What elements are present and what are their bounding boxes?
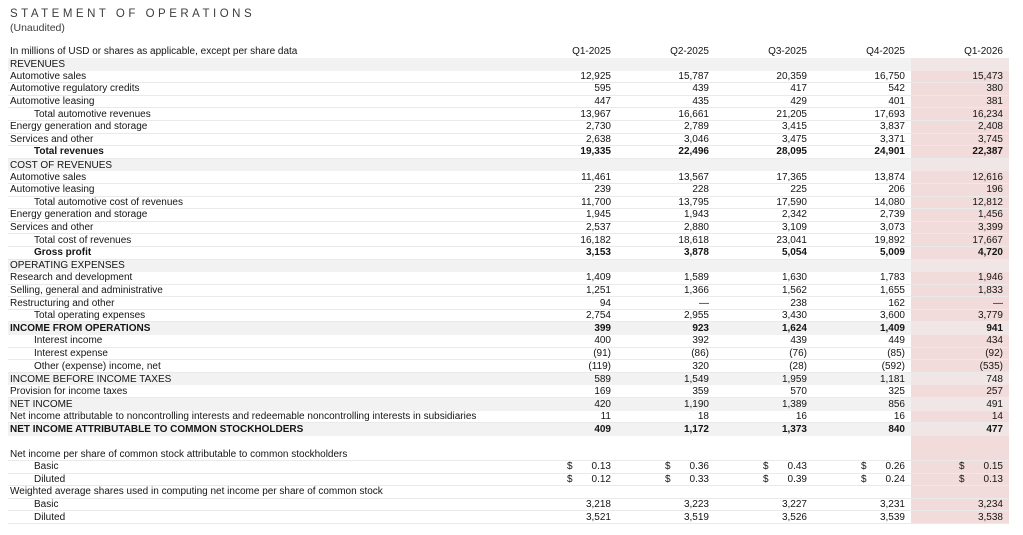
- value-cell-q1-2026: [911, 461, 1009, 473]
- row-label: Energy generation and storage: [10, 209, 148, 221]
- row-label: Total revenues: [34, 146, 104, 158]
- value-cell-q4-2025: [813, 159, 911, 172]
- row-label: Energy generation and storage: [10, 121, 148, 133]
- page-title: STATEMENT OF OPERATIONS: [10, 8, 256, 20]
- value-cell-q1-2026: [911, 260, 1009, 273]
- value-cell-q3-2025: 570: [790, 385, 807, 397]
- value-cell-q1-2025: 1,251: [585, 284, 611, 296]
- row-label: Diluted: [34, 511, 66, 523]
- value-cell-q1-2026: 381: [911, 96, 1009, 108]
- value-cell-q3-2025: 1,389: [781, 398, 807, 410]
- value-cell-q1-2026: 1,946: [911, 272, 1009, 284]
- value-cell-q2-2025: [617, 486, 715, 498]
- value-cell-q3-2025: 3,227: [781, 499, 807, 511]
- table-row: [8, 121, 1009, 134]
- table-row: [8, 411, 1009, 424]
- value-cell-q4-2025: 3,073: [879, 222, 905, 234]
- section-row: [8, 322, 1009, 335]
- column-header-q1-2025: Q1-2025: [572, 46, 611, 57]
- row-label: Automotive leasing: [10, 184, 95, 196]
- value-cell-q1-2026: 14: [911, 411, 1009, 423]
- value-cell-q1-2025: 2,638: [585, 133, 611, 145]
- value-cell-q3-2025: 3,526: [781, 511, 807, 523]
- table-row: [8, 272, 1009, 285]
- value-cell-q1-2025: 239: [594, 184, 611, 196]
- value-cell-q1-2025: 2,754: [585, 310, 611, 322]
- row-label: INCOME FROM OPERATIONS: [10, 323, 151, 335]
- value-cell-q3-2025: [715, 159, 813, 172]
- value-cell-q3-2025: 3,109: [781, 222, 807, 234]
- value-cell-q4-2025: [813, 260, 911, 273]
- row-label: Basic: [34, 499, 59, 511]
- value-cell-q3-2025: 28,095: [776, 146, 807, 158]
- value-cell-q1-2025: 11,461: [581, 171, 611, 183]
- value-cell-q3-2025: 1,959: [781, 373, 807, 385]
- value-cell-q1-2025: 94: [599, 297, 611, 309]
- value-cell-q3-2025: 3,475: [781, 133, 807, 145]
- value-cell-q1-2026: 491: [911, 398, 1009, 411]
- value-cell-q2-2025: [617, 474, 715, 486]
- row-label: Interest expense: [34, 347, 108, 359]
- value-cell-q3-2025: 17,365: [776, 171, 807, 183]
- value-cell-q1-2025: 2,730: [585, 121, 611, 133]
- value-cell-q4-2025: 3,539: [879, 511, 905, 523]
- table-row: [8, 96, 1009, 109]
- column-header-q3-2025: Q3-2025: [768, 46, 807, 57]
- row-label: Weighted average shares used in computing net income per share of common stock: [10, 486, 383, 498]
- row-label: Diluted: [34, 473, 66, 485]
- value-cell-q3-2025: 23,041: [776, 234, 807, 246]
- blank-row: [8, 436, 1009, 449]
- value-cell-q1-2026: 257: [911, 385, 1009, 397]
- value-cell-q4-2025: 16,750: [874, 70, 905, 82]
- currency-symbol: $: [861, 473, 867, 485]
- value-cell-q3-2025: 225: [790, 184, 807, 196]
- value-cell-q1-2025: (91): [593, 347, 611, 359]
- value-cell-q3-2025: 429: [790, 96, 807, 108]
- value-cell-q1-2026: 17,667: [911, 234, 1009, 246]
- value-cell-q2-2025: [617, 461, 715, 473]
- value-cell-q2-2025: 2,955: [683, 310, 709, 322]
- table-row: [8, 83, 1009, 96]
- value-cell-q1-2025: 3,218: [585, 499, 611, 511]
- value-cell-q1-2025: [519, 486, 617, 498]
- value-cell-q2-2025: —: [699, 297, 709, 309]
- value-cell-q4-2025: 5,009: [879, 247, 905, 259]
- row-label: Provision for income taxes: [10, 385, 128, 397]
- value-cell-q2-2025: 439: [692, 83, 709, 95]
- value-cell-q1-2026: 2,408: [911, 121, 1009, 133]
- value-cell-q3-2025: [715, 436, 813, 449]
- value-cell-q2-2025: 359: [692, 385, 709, 397]
- currency-symbol: $: [567, 461, 573, 473]
- value-cell-q4-2025: (85): [887, 347, 905, 359]
- value-cell-q4-2025: 840: [888, 424, 905, 436]
- currency-symbol: $: [959, 461, 965, 473]
- value-cell-q4-2025: 3,600: [879, 310, 905, 322]
- value-cell-q1-2025: [519, 436, 617, 449]
- value-cell-q3-2025: (76): [789, 347, 807, 359]
- value-cell-q2-2025: 228: [692, 184, 709, 196]
- value-cell-q4-2025: 325: [888, 385, 905, 397]
- value-cell-q1-2026: 196: [911, 184, 1009, 196]
- value-cell-q1-2026: 748: [911, 373, 1009, 386]
- value-cell-q1-2025: [519, 260, 617, 273]
- table-row: [8, 71, 1009, 84]
- value-cell-q1-2025: 595: [594, 83, 611, 95]
- value-cell-q1-2026: 4,720: [911, 247, 1009, 259]
- value-cell-q3-2025: 21,205: [776, 108, 807, 120]
- value-cell-q1-2025: [519, 159, 617, 172]
- section-row: [8, 58, 1009, 71]
- value-cell-q4-2025: 3,837: [879, 121, 905, 133]
- value-cell-q1-2025: [519, 58, 617, 71]
- row-label: Selling, general and administrative: [10, 284, 163, 296]
- value-cell-q1-2025: 11,700: [581, 196, 611, 208]
- value-cell-q1-2026: [911, 58, 1009, 71]
- value-cell-q3-2025: 17,590: [776, 196, 807, 208]
- value-cell-q1-2025: 400: [594, 335, 611, 347]
- row-label: Interest income: [34, 335, 103, 347]
- value-cell-q3-2025: 238: [790, 297, 807, 309]
- value-cell-q4-2025: 1,409: [879, 323, 905, 335]
- value-cell-q2-2025: 1,190: [683, 398, 709, 410]
- value-cell-q1-2025: 399: [594, 323, 611, 335]
- table-row: [8, 486, 1009, 499]
- table-row: [8, 297, 1009, 310]
- value-cell-q2-2025: 3,223: [683, 499, 709, 511]
- value-cell-q2-2025: 392: [692, 335, 709, 347]
- value-cell-q1-2026: 434: [911, 335, 1009, 347]
- value-cell-q1-2026: [911, 486, 1009, 498]
- section-row: [8, 260, 1009, 273]
- value-cell-q4-2025: 856: [888, 398, 905, 410]
- table-row: [8, 134, 1009, 147]
- value-cell-q2-2025: [617, 436, 715, 449]
- value-cell-q4-2025: 2,739: [879, 209, 905, 221]
- section-row: [8, 373, 1009, 386]
- value-cell-q4-2025: 17,693: [874, 108, 905, 120]
- row-label: COST OF REVENUES: [10, 159, 113, 171]
- value-cell-q1-2026: (535): [911, 360, 1009, 372]
- value-cell-q4-2025: 162: [888, 297, 905, 309]
- value-cell-q2-2025: [617, 448, 715, 460]
- value-cell-q3-2025: [715, 474, 813, 486]
- row-label: Net income per share of common stock attributable to common stockholders: [10, 448, 348, 460]
- value-cell-q3-2025: [715, 260, 813, 273]
- value-cell-q4-2025: [813, 486, 911, 498]
- value-cell-q1-2026: 3,399: [911, 222, 1009, 234]
- row-label: Total automotive revenues: [34, 108, 151, 120]
- value-cell-q3-2025: 5,054: [781, 247, 807, 259]
- value-cell-q2-2025: 18,618: [678, 234, 709, 246]
- value-cell-q1-2025: 589: [594, 373, 611, 385]
- value-cell-q2-2025: 15,787: [678, 70, 709, 82]
- value-cell-q1-2025: 1,945: [585, 209, 611, 221]
- value-cell-q1-2025: [519, 448, 617, 460]
- cell-value: 0.39: [787, 473, 807, 485]
- table-body: [8, 58, 1009, 524]
- row-label: Restructuring and other: [10, 297, 115, 309]
- value-cell-q2-2025: 3,519: [683, 511, 709, 523]
- table-row: [8, 348, 1009, 361]
- value-cell-q4-2025: [813, 436, 911, 449]
- value-cell-q1-2026: —: [911, 297, 1009, 309]
- cell-value: 0.12: [591, 473, 611, 485]
- table-row: [8, 197, 1009, 210]
- value-cell-q1-2025: 447: [594, 96, 611, 108]
- cell-value: 0.13: [983, 473, 1003, 485]
- value-cell-q4-2025: 19,892: [874, 234, 905, 246]
- value-cell-q4-2025: 449: [888, 335, 905, 347]
- value-cell-q2-2025: 18: [697, 410, 709, 422]
- cell-value: 0.26: [885, 461, 905, 473]
- value-cell-q1-2025: 3,153: [585, 247, 611, 259]
- row-label: Other (expense) income, net: [34, 360, 161, 372]
- table-row: [8, 209, 1009, 222]
- value-cell-q2-2025: 1,549: [683, 373, 709, 385]
- section-row: [8, 159, 1009, 172]
- value-cell-q1-2026: 12,616: [911, 171, 1009, 183]
- table-row: [8, 310, 1009, 323]
- column-header-q2-2025: Q2-2025: [670, 46, 709, 57]
- value-cell-q1-2025: 16,182: [580, 234, 611, 246]
- currency-symbol: $: [665, 461, 671, 473]
- value-cell-q4-2025: (592): [881, 360, 905, 372]
- column-header-q4-2025: Q4-2025: [866, 46, 905, 57]
- value-cell-q1-2026: [911, 474, 1009, 486]
- table-row: [8, 335, 1009, 348]
- value-cell-q1-2026: [911, 159, 1009, 172]
- table-row: [8, 247, 1009, 260]
- value-cell-q3-2025: 439: [790, 335, 807, 347]
- table-row: [8, 108, 1009, 121]
- section-row: [8, 398, 1009, 411]
- row-label: Automotive leasing: [10, 96, 95, 108]
- table-row: [8, 474, 1009, 487]
- value-cell-q1-2026: 1,833: [911, 285, 1009, 297]
- value-cell-q1-2025: 13,967: [580, 108, 611, 120]
- value-cell-q2-2025: 1,943: [683, 209, 709, 221]
- value-cell-q2-2025: 13,795: [678, 196, 709, 208]
- value-cell-q4-2025: 24,901: [874, 146, 905, 158]
- value-cell-q1-2026: 16,234: [911, 108, 1009, 120]
- table-row: [8, 511, 1009, 524]
- currency-symbol: $: [763, 473, 769, 485]
- value-cell-q3-2025: 3,415: [781, 121, 807, 133]
- column-header-q1-2026: Q1-2026: [964, 46, 1003, 57]
- value-cell-q1-2025: [519, 474, 617, 486]
- currency-symbol: $: [861, 461, 867, 473]
- value-cell-q4-2025: 1,655: [879, 284, 905, 296]
- currency-symbol: $: [763, 461, 769, 473]
- value-cell-q4-2025: [813, 58, 911, 71]
- value-cell-q2-2025: 3,046: [683, 133, 709, 145]
- value-cell-q1-2026: [911, 436, 1009, 449]
- value-cell-q4-2025: [813, 474, 911, 486]
- section-row: [8, 423, 1009, 436]
- value-cell-q2-2025: 22,496: [678, 146, 709, 158]
- value-cell-q2-2025: [617, 159, 715, 172]
- row-label: Basic: [34, 461, 59, 473]
- row-label: Net income attributable to noncontrolling interests and redeemable noncontrolling interests in subsidiaries: [10, 410, 477, 422]
- value-cell-q4-2025: 14,080: [874, 196, 905, 208]
- value-cell-q4-2025: [813, 461, 911, 473]
- value-cell-q2-2025: 1,366: [683, 284, 709, 296]
- value-cell-q3-2025: [715, 448, 813, 460]
- row-label: Automotive sales: [10, 171, 87, 183]
- unit-note: In millions of USD or shares as applicable, except per share data: [10, 46, 298, 57]
- value-cell-q2-2025: [617, 58, 715, 71]
- value-cell-q1-2025: 420: [594, 398, 611, 410]
- row-label: NET INCOME: [10, 398, 73, 410]
- row-label: Services and other: [10, 133, 94, 145]
- value-cell-q3-2025: 16: [795, 410, 807, 422]
- value-cell-q2-2025: 2,789: [683, 121, 709, 133]
- value-cell-q3-2025: 1,562: [781, 284, 807, 296]
- value-cell-q4-2025: 206: [888, 184, 905, 196]
- value-cell-q3-2025: 3,430: [781, 310, 807, 322]
- financial-table: [8, 45, 1009, 524]
- value-cell-q3-2025: [715, 58, 813, 71]
- table-row: [8, 385, 1009, 398]
- value-cell-q4-2025: 1,181: [879, 373, 905, 385]
- value-cell-q3-2025: 417: [790, 83, 807, 95]
- statement-of-operations: [8, 8, 1009, 524]
- value-cell-q4-2025: 401: [888, 96, 905, 108]
- value-cell-q3-2025: 1,373: [781, 424, 807, 436]
- row-label: Automotive sales: [10, 70, 87, 82]
- value-cell-q1-2025: 169: [594, 385, 611, 397]
- cell-value: 0.24: [885, 473, 905, 485]
- value-cell-q2-2025: 3,878: [683, 247, 709, 259]
- value-cell-q1-2026: 380: [911, 83, 1009, 95]
- table-row: [8, 184, 1009, 197]
- value-cell-q4-2025: 542: [888, 83, 905, 95]
- row-label: Gross profit: [34, 247, 92, 259]
- value-cell-q3-2025: 2,342: [781, 209, 807, 221]
- value-cell-q1-2026: (92): [911, 348, 1009, 360]
- cell-value: 0.36: [689, 461, 709, 473]
- row-label: Total operating expenses: [34, 310, 146, 322]
- value-cell-q2-2025: [617, 260, 715, 273]
- currency-symbol: $: [665, 473, 671, 485]
- table-row: [8, 360, 1009, 373]
- table-row: [8, 171, 1009, 184]
- value-cell-q2-2025: 320: [692, 360, 709, 372]
- value-cell-q1-2025: 3,521: [585, 511, 611, 523]
- value-cell-q3-2025: (28): [789, 360, 807, 372]
- value-cell-q1-2026: 22,387: [911, 146, 1009, 158]
- value-cell-q3-2025: 20,359: [776, 70, 807, 82]
- row-label: Total automotive cost of revenues: [34, 196, 183, 208]
- value-cell-q4-2025: 13,874: [874, 171, 905, 183]
- value-cell-q1-2025: 409: [594, 424, 611, 436]
- cell-value: 0.33: [689, 473, 709, 485]
- value-cell-q1-2026: [911, 448, 1009, 460]
- value-cell-q4-2025: [813, 448, 911, 460]
- table-row: [8, 499, 1009, 512]
- value-cell-q2-2025: (86): [691, 347, 709, 359]
- value-cell-q2-2025: 435: [692, 96, 709, 108]
- value-cell-q3-2025: 1,624: [781, 323, 807, 335]
- table-row: [8, 285, 1009, 298]
- value-cell-q2-2025: 2,880: [683, 222, 709, 234]
- value-cell-q3-2025: 1,630: [781, 272, 807, 284]
- value-cell-q1-2026: 3,779: [911, 310, 1009, 322]
- value-cell-q2-2025: 16,661: [678, 108, 709, 120]
- cell-value: 0.43: [787, 461, 807, 473]
- row-label: NET INCOME ATTRIBUTABLE TO COMMON STOCKHOLDERS: [10, 424, 304, 436]
- value-cell-q1-2026: 12,812: [911, 197, 1009, 209]
- value-cell-q1-2025: 1,409: [585, 272, 611, 284]
- value-cell-q4-2025: 3,371: [879, 133, 905, 145]
- value-cell-q1-2025: 11: [600, 410, 611, 422]
- table-row: [8, 234, 1009, 247]
- value-cell-q3-2025: [715, 486, 813, 498]
- row-label: Research and development: [10, 272, 133, 284]
- value-cell-q1-2026: 477: [911, 423, 1009, 436]
- row-label: INCOME BEFORE INCOME TAXES: [10, 373, 172, 385]
- value-cell-q1-2025: (119): [588, 360, 611, 372]
- currency-symbol: $: [959, 473, 965, 485]
- value-cell-q3-2025: [715, 461, 813, 473]
- value-cell-q1-2025: 12,925: [580, 70, 611, 82]
- value-cell-q4-2025: 1,783: [879, 272, 905, 284]
- row-label: Total cost of revenues: [34, 234, 132, 246]
- value-cell-q1-2025: [519, 461, 617, 473]
- cell-value: 0.13: [591, 461, 611, 473]
- row-label: OPERATING EXPENSES: [10, 260, 125, 272]
- table-row: [8, 222, 1009, 235]
- value-cell-q1-2026: 3,234: [911, 499, 1009, 511]
- table-row: [8, 146, 1009, 159]
- value-cell-q1-2026: 1,456: [911, 209, 1009, 221]
- value-cell-q1-2026: 15,473: [911, 71, 1009, 83]
- value-cell-q1-2026: 3,538: [911, 511, 1009, 523]
- value-cell-q1-2026: 941: [911, 322, 1009, 335]
- page-subtitle: (Unaudited): [10, 22, 65, 34]
- value-cell-q4-2025: 3,231: [879, 499, 905, 511]
- row-label: Services and other: [10, 222, 94, 234]
- value-cell-q4-2025: 16: [893, 410, 905, 422]
- cell-value: 0.15: [983, 461, 1003, 473]
- value-cell-q1-2025: 19,335: [580, 146, 611, 158]
- row-label: Automotive regulatory credits: [10, 83, 140, 95]
- table-row: [8, 461, 1009, 474]
- value-cell-q1-2026: 3,745: [911, 134, 1009, 146]
- table-row: [8, 448, 1009, 461]
- table-header-row: [8, 45, 1009, 58]
- currency-symbol: $: [567, 473, 573, 485]
- value-cell-q1-2025: 2,537: [585, 222, 611, 234]
- value-cell-q2-2025: 1,172: [683, 424, 709, 436]
- value-cell-q2-2025: 13,567: [678, 171, 709, 183]
- value-cell-q2-2025: 923: [692, 323, 709, 335]
- value-cell-q2-2025: 1,589: [683, 272, 709, 284]
- row-label: REVENUES: [10, 58, 66, 70]
